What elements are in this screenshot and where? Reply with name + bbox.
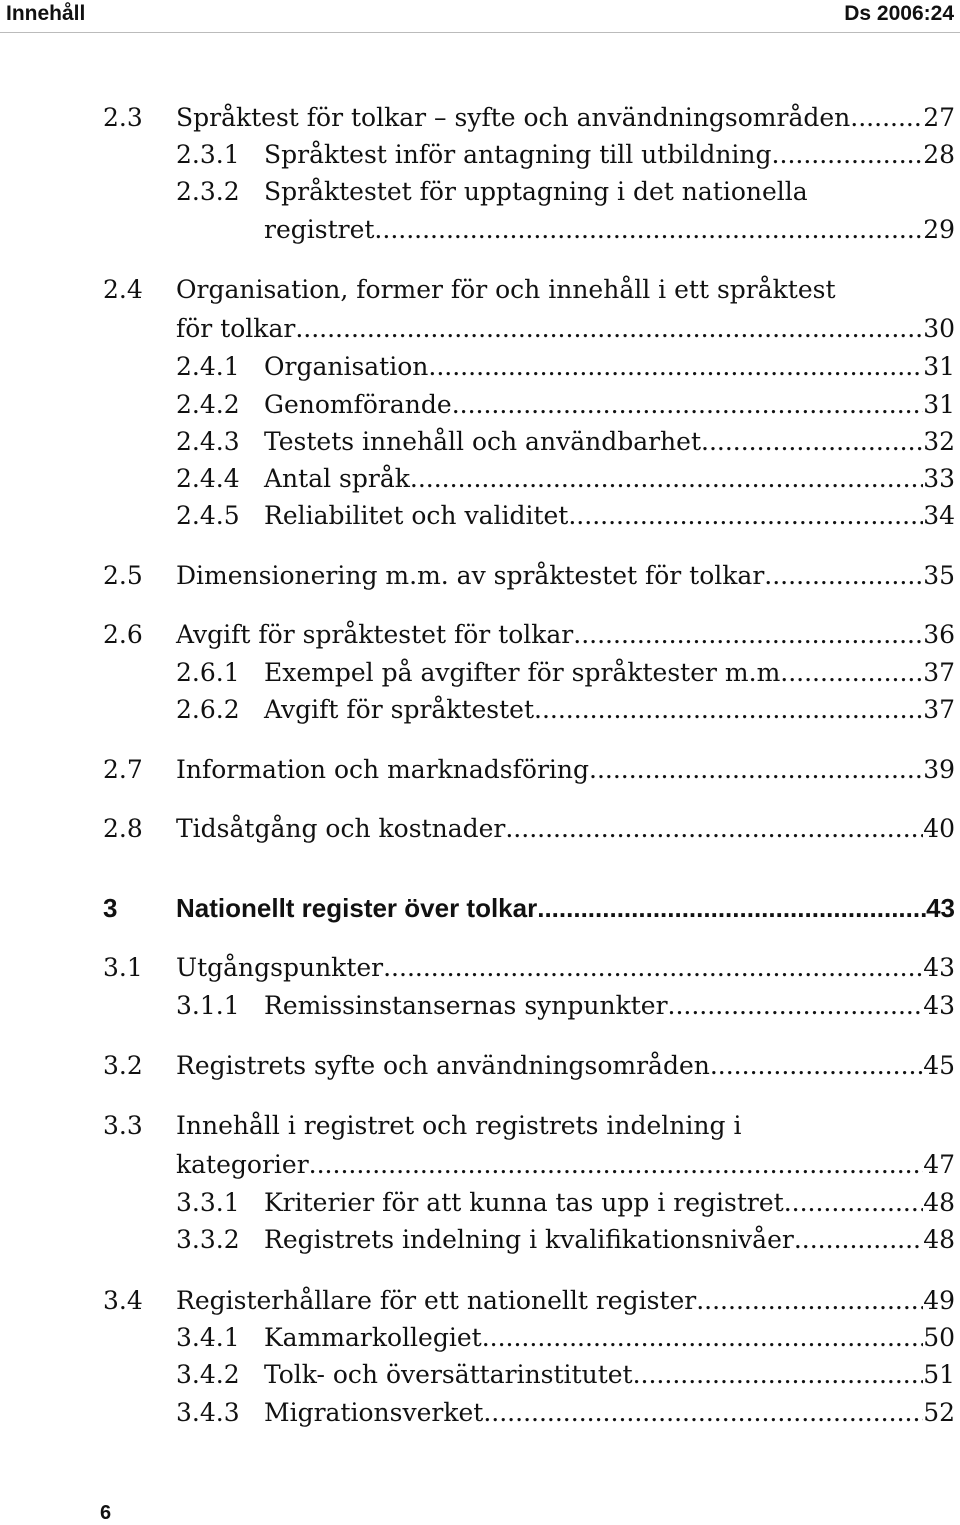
toc-entry-2-4-3[interactable] (103, 424, 955, 460)
toc-entry-2-3-2[interactable] (103, 174, 955, 210)
toc-page: 51 (923, 1360, 955, 1389)
running-header-section: Innehåll (6, 2, 86, 25)
toc-entry-2-4-5[interactable] (103, 498, 955, 534)
toc-page: 34 (923, 501, 955, 530)
toc-entry-3-2[interactable] (103, 1048, 955, 1084)
toc-number: 2.4.5 (176, 501, 240, 530)
toc-leader (696, 1283, 923, 1319)
toc-title: Språktest inför antagning till utbildning (264, 140, 772, 169)
toc-leader (505, 811, 923, 847)
toc-leader (701, 424, 923, 460)
toc-number: 2.6.1 (176, 658, 240, 687)
toc-leader (794, 1222, 923, 1258)
toc-entry-2-4-4[interactable] (103, 461, 955, 497)
toc-entry-2-7[interactable] (103, 752, 955, 788)
toc-page: 36 (923, 620, 955, 649)
toc-entry-3-3-1[interactable] (103, 1185, 955, 1221)
toc-leader (741, 1108, 955, 1144)
toc-leader (836, 272, 956, 308)
toc-entry-3-3[interactable] (103, 1108, 955, 1144)
toc-number: 2.3 (103, 103, 143, 132)
toc-title: Testets innehåll och användbarhet (264, 427, 701, 456)
toc-leader (537, 890, 926, 926)
toc-title: Registrets syfte och användningsområden (176, 1051, 710, 1080)
toc-entry-2-3-1[interactable] (103, 137, 955, 173)
toc-number: 2.7 (103, 755, 143, 784)
toc-leader (383, 950, 923, 986)
toc-entry-3-1[interactable] (103, 950, 955, 986)
toc-number: 2.4 (103, 275, 143, 304)
toc-title: registret (264, 215, 375, 244)
toc-title: Organisation, former för och innehåll i ett språktest (176, 275, 836, 304)
toc-number: 2.4.1 (176, 352, 240, 381)
toc-number: 2.5 (103, 561, 143, 590)
toc-title: kategorier (176, 1150, 309, 1179)
toc-number: 2.3.1 (176, 140, 240, 169)
toc-title: Innehåll i registret och registrets indelning i (176, 1111, 742, 1140)
toc-entry-3-4-3[interactable] (103, 1395, 955, 1431)
toc-title: Kammarkollegiet (264, 1323, 482, 1352)
toc-page: 27 (923, 103, 955, 132)
toc-page: 47 (923, 1150, 955, 1179)
toc-leader (483, 1395, 923, 1431)
toc-number: 2.4.3 (176, 427, 240, 456)
toc-leader (808, 174, 955, 210)
toc-entry-2-8[interactable] (103, 811, 955, 847)
toc-number: 3.2 (103, 1051, 143, 1080)
toc-title: Tidsåtgång och kostnader (176, 814, 506, 843)
toc-entry-2-4-cont[interactable] (103, 311, 955, 347)
toc-entry-2-6-1[interactable] (103, 655, 955, 691)
toc-number: 3.4.1 (176, 1323, 240, 1352)
toc-page: 39 (923, 755, 955, 784)
toc-number: 3.4 (103, 1286, 143, 1315)
running-header-document-id: Ds 2006:24 (844, 2, 954, 25)
toc-entry-chapter-3[interactable] (103, 890, 955, 926)
toc-leader (850, 100, 923, 136)
toc-page: 31 (923, 352, 955, 381)
toc-number: 2.4.4 (176, 464, 240, 493)
toc-number: 2.6 (103, 620, 143, 649)
toc-title: Genomförande (264, 390, 452, 419)
toc-title: Tolk- och översättarinstitutet (264, 1360, 633, 1389)
toc-number: 2.8 (103, 814, 143, 843)
toc-number: 2.6.2 (176, 695, 240, 724)
toc-title: Kriterier för att kunna tas upp i registret (264, 1188, 784, 1217)
toc-leader (428, 349, 923, 385)
toc-leader (374, 212, 923, 248)
toc-title: Remissinstansernas synpunkter (264, 991, 668, 1020)
toc-page: 29 (923, 215, 955, 244)
toc-number: 3.4.3 (176, 1398, 240, 1427)
toc-leader (534, 692, 923, 728)
toc-leader (633, 1357, 924, 1393)
toc-leader (309, 1147, 924, 1183)
toc-title: Dimensionering m.m. av språktestet för tolkar (176, 561, 765, 590)
toc-page: 50 (923, 1323, 955, 1352)
toc-entry-3-3-2[interactable] (103, 1222, 955, 1258)
toc-number: 3.3.1 (176, 1188, 240, 1217)
toc-leader (710, 1048, 923, 1084)
toc-page: 43 (923, 953, 955, 982)
toc-entry-2-4[interactable] (103, 272, 955, 308)
toc-entry-2-4-1[interactable] (103, 349, 955, 385)
toc-entry-2-6-2[interactable] (103, 692, 955, 728)
toc-number: 2.3.2 (176, 177, 240, 206)
toc-title: Antal språk (264, 464, 410, 493)
toc-leader (482, 1320, 924, 1356)
toc-page: 33 (923, 464, 955, 493)
toc-leader (452, 387, 924, 423)
toc-number: 3.4.2 (176, 1360, 240, 1389)
toc-number: 3.3 (103, 1111, 143, 1140)
toc-entry-3-4[interactable] (103, 1283, 955, 1319)
toc-title: Språktestet för upptagning i det nationella (264, 177, 808, 206)
toc-leader (788, 655, 923, 691)
toc-title: Migrationsverket (264, 1398, 484, 1427)
toc-page: 37 (923, 695, 955, 724)
toc-entry-2-3[interactable] (103, 100, 955, 136)
toc-entry-2-5[interactable] (103, 558, 955, 594)
toc-title: Registerhållare för ett nationellt register (176, 1286, 697, 1315)
toc-number: 3.3.2 (176, 1225, 240, 1254)
toc-entry-2-4-2[interactable] (103, 387, 955, 423)
toc-page: 43 (923, 991, 955, 1020)
toc-page: 30 (923, 314, 955, 343)
toc-entry-2-6[interactable] (103, 617, 955, 653)
toc-title: Språktest för tolkar – syfte och användningsområden (176, 103, 851, 132)
toc-leader (784, 1185, 923, 1221)
toc-leader (410, 461, 923, 497)
toc-number: 3.1.1 (176, 991, 240, 1020)
toc-page: 31 (923, 390, 955, 419)
toc-title: Avgift för språktestet för tolkar (176, 620, 574, 649)
toc-title: Organisation (264, 352, 429, 381)
toc-number: 2.4.2 (176, 390, 240, 419)
toc-leader (668, 988, 924, 1024)
toc-entry-3-1-1[interactable] (103, 988, 955, 1024)
toc-page: 35 (923, 561, 955, 590)
toc-title: för tolkar (176, 314, 296, 343)
toc-number: 3.1 (103, 953, 143, 982)
toc-entry-2-3-2-cont[interactable] (103, 212, 955, 248)
toc-page: 45 (923, 1051, 955, 1080)
header-divider (0, 32, 960, 33)
toc-title: Reliabilitet och validitet (264, 501, 569, 530)
toc-leader (772, 137, 924, 173)
toc-page: 48 (923, 1225, 955, 1254)
toc-leader (589, 752, 923, 788)
page-number: 6 (100, 1502, 112, 1524)
toc-leader (568, 498, 923, 534)
toc-number: 3 (103, 893, 118, 923)
toc-title: Registrets indelning i kvalifikationsnivåer (264, 1225, 794, 1254)
toc-title: Information och marknadsföring (176, 755, 589, 784)
toc-entry-3-4-2[interactable] (103, 1357, 955, 1393)
toc-page: 52 (923, 1398, 955, 1427)
toc-title: Exempel på avgifter för språktester m.m. (264, 658, 789, 687)
toc-entry-3-4-1[interactable] (103, 1320, 955, 1356)
toc-leader (295, 311, 923, 347)
toc-page: 32 (923, 427, 955, 456)
toc-leader (764, 558, 923, 594)
toc-title: Avgift för språktestet (264, 695, 535, 724)
toc-page: 48 (923, 1188, 955, 1217)
toc-title: Nationellt register över tolkar (176, 893, 538, 923)
toc-page: 37 (923, 658, 955, 687)
toc-title: Utgångspunkter (176, 953, 384, 982)
toc-leader (573, 617, 923, 653)
toc-page: 40 (923, 814, 955, 843)
toc-page: 43 (926, 893, 955, 923)
toc-entry-3-3-cont[interactable] (103, 1147, 955, 1183)
toc-page: 49 (923, 1286, 955, 1315)
toc-page: 28 (923, 140, 955, 169)
